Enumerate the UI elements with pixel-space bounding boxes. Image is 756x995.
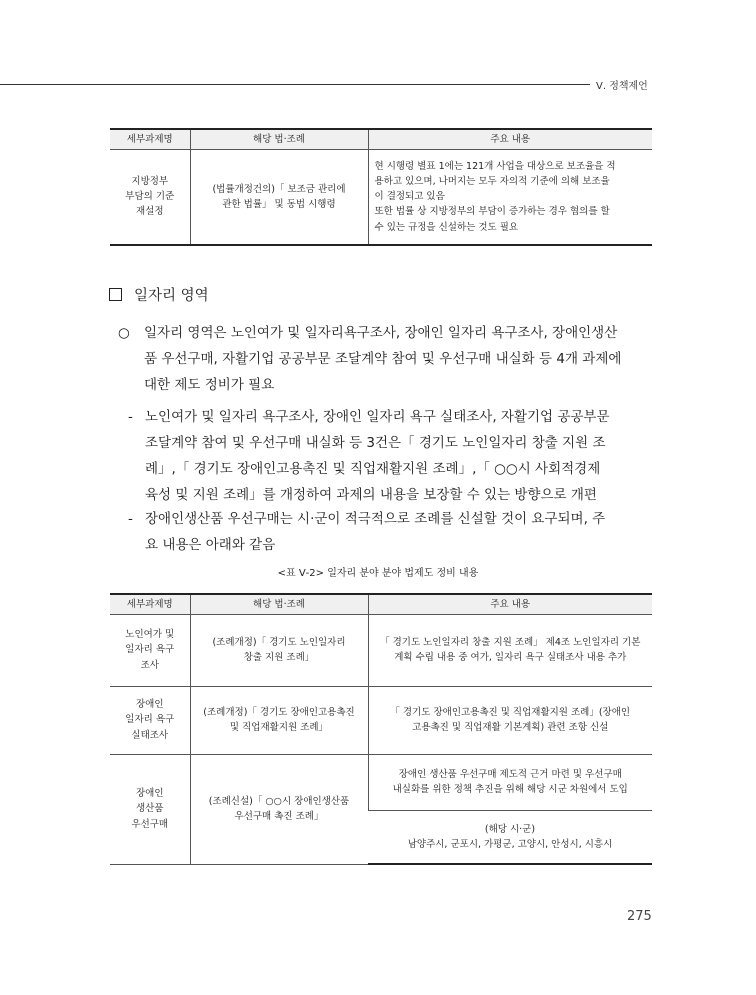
page-number: 275	[627, 909, 652, 924]
cell-law: (법률개정건의)「 보조금 관리에 관한 법률」 및 동법 시행령	[190, 149, 368, 245]
policy-table-continued	[110, 128, 652, 246]
table-header-row	[110, 129, 652, 149]
col-header-law: 해당 법·조례	[190, 594, 368, 614]
dash-line: 조달계약 참여 및 우선구매 내실화 등 3건은「 경기도 노인일자리 창출 지원 조	[145, 435, 606, 451]
dash-line: 노인여가 및 일자리 욕구조사, 장애인 일자리 욕구 실태조사, 자활기업 공공부문	[145, 409, 610, 425]
dash-line: 장애인생산품 우선구매는 시·군이 적극적으로 조례를 신설할 것이 요구되며, 주	[145, 511, 606, 527]
col-header-task: 세부과제명	[110, 594, 190, 614]
col-header-law: 해당 법·조례	[190, 129, 368, 149]
running-header: Ⅴ. 정책제언	[596, 81, 648, 92]
header-rule	[0, 84, 590, 85]
dash-bullet-icon: -	[128, 511, 133, 527]
cell-law: (조례개정)「 경기도 장애인고용촉진 및 직업재활지원 조례」	[190, 686, 368, 754]
col-header-content: 주요 내용	[368, 129, 652, 149]
dash-line: 육성 및 지원 조례」를 개정하여 과제의 내용을 보장할 수 있는 방향으로 개편	[145, 487, 597, 503]
cell-content: 「 경기도 노인일자리 창출 지원 조례」 제4조 노인일자리 기본 계획 수립 내용 중 여가, 일자리 욕구 실태조사 내용 추가	[368, 614, 652, 686]
col-header-task: 세부과제명	[110, 129, 190, 149]
cell-content: 장애인 생산품 우선구매 제도적 근거 마련 및 우선구매 내실화를 위한 정책 추진을 위해 해당 시군 차원에서 도입	[368, 754, 652, 810]
table-header-row	[110, 594, 652, 614]
cell-law: (조례신설)「 ○○시 장애인생산품 우선구매 촉진 조례」	[190, 754, 368, 864]
section-title: 일자리 영역	[109, 284, 209, 305]
cell-task: 노인여가 및 일자리 욕구 조사	[110, 614, 190, 686]
bullet-line: 일자리 영역은 노인여가 및 일자리욕구조사, 장애인 일자리 욕구조사, 장애인생산	[144, 325, 618, 341]
bullet-line: 품 우선구매, 자활기업 공공부문 조달계약 참여 및 우선구매 내실화 등 4개 과제에	[144, 351, 622, 367]
cell-content-regions: (해당 시·군) 남양주시, 군포시, 가평군, 고양시, 안성시, 시흥시	[368, 810, 652, 864]
table-row	[110, 686, 652, 754]
dash-bullet-icon: -	[128, 409, 133, 425]
dash-line: 요 내용은 아래와 같음	[145, 537, 276, 553]
cell-task: 장애인 생산품 우선구매	[110, 754, 190, 864]
bullet-paragraph	[118, 320, 658, 398]
jobs-policy-table	[110, 593, 652, 865]
table-row	[110, 614, 652, 686]
dash-paragraph-1	[128, 404, 658, 508]
bullet-line: 대한 제도 정비가 필요	[144, 377, 275, 393]
col-header-content: 주요 내용	[368, 594, 652, 614]
cell-task: 지방정부 부담의 기준 재설정	[110, 149, 190, 245]
cell-task: 장애인 일자리 욕구 실태조사	[110, 686, 190, 754]
cell-content: 「 경기도 장애인고용촉진 및 직업재활지원 조례」(장애인 고용촉진 및 직업재활 기본계획) 관련 조항 신설	[368, 686, 652, 754]
cell-content: 현 시행령 별표 1에는 121개 사업을 대상으로 보조율을 적 용하고 있으며, 나머지는 모두 자의적 기준에 의해 보조율 이 결정되고 있음 또한 법률 상 지방정부의 부담이 증가하는 경우 협의를 할 수 있는 규정을 신설하는 것도 필요	[368, 149, 652, 245]
circle-bullet-icon: ○	[118, 325, 130, 341]
dash-paragraph-2	[128, 506, 658, 558]
cell-law: (조례개정)「 경기도 노인일자리 창출 지원 조례」	[190, 614, 368, 686]
table-row	[110, 149, 652, 245]
table-caption: <표 Ⅴ-2> 일자리 분야 분야 법제도 정비 내용	[277, 568, 479, 579]
dash-line: 례」,「 경기도 장애인고용촉진 및 직업재활지원 조례」,「 ○○시 사회적경제	[145, 461, 601, 477]
checkbox-square-icon	[109, 288, 122, 301]
table-row	[110, 754, 652, 810]
